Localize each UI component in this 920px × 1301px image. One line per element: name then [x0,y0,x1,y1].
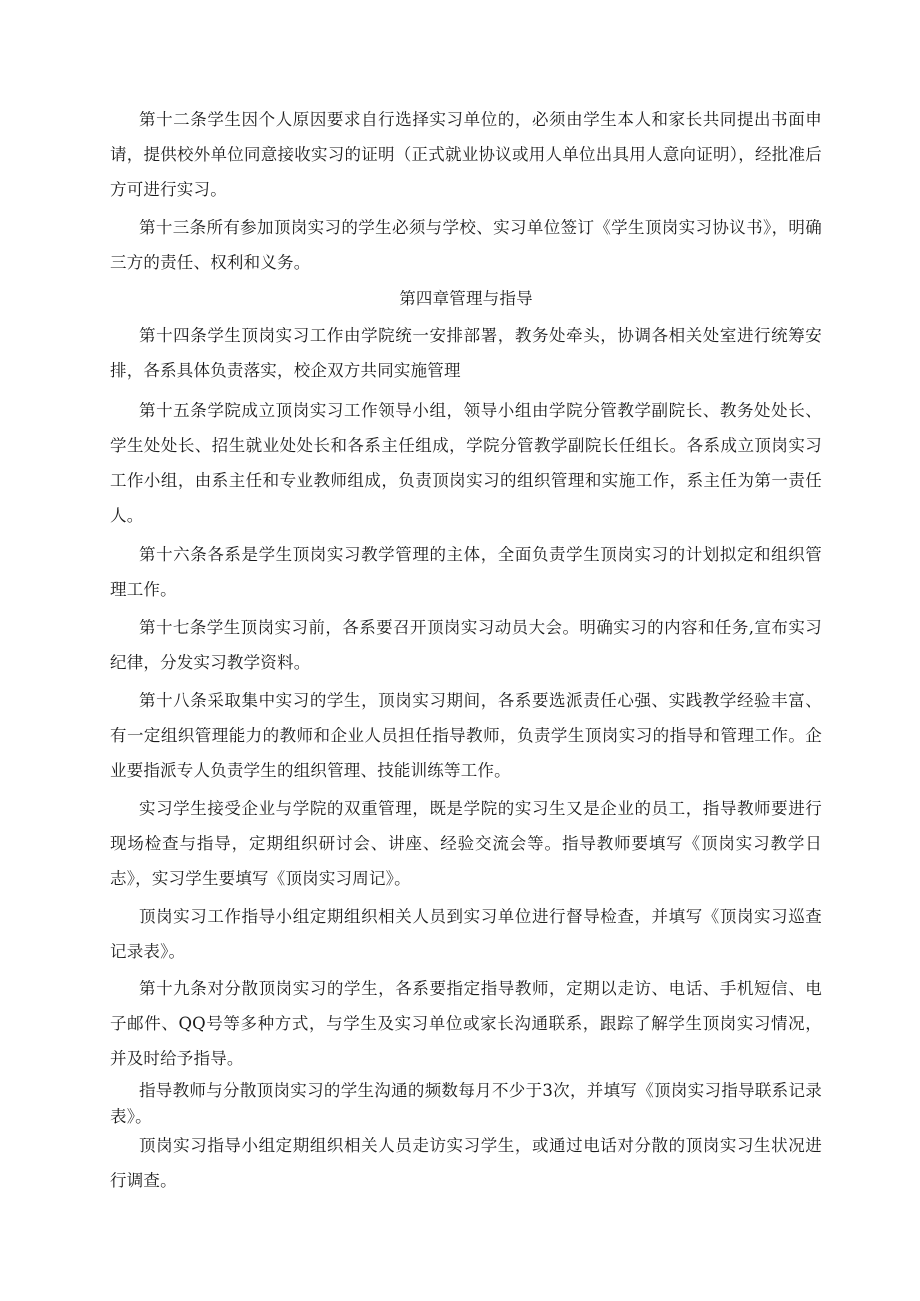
article-19-paragraph: 第十九条对分散顶岗实习的学生，各系要指定指导教师，定期以走访、电话、手机短信、电子邮件、QQ号等多种方式，与学生及实习单位或家长沟通联系，跟踪了解学生顶岗实习情况，并及时给予指导。 [110,979,822,1068]
article-18-paragraph: 第十八条采取集中实习的学生，顶岗实习期间，各系要选派责任心强、实践教学经验丰富、有一定组织管理能力的教师和企业人员担任指导教师，负责学生顶岗实习的指导和管理工作。企业要指派专人负责学生的组织管理、技能训练等工作。 [110,691,822,780]
article-14-paragraph: 第十四条学生顶岗实习工作由学院统一安排部署，教务处牵头，协调各相关处室进行统筹安排，各系具体负责落实，校企双方共同实施管理 [110,326,822,380]
inspection-paragraph: 顶岗实习工作指导小组定期组织相关人员到实习单位进行督导检查，并填写《顶岗实习巡查记录表》。 [110,907,822,961]
contact-frequency-paragraph: 指导教师与分散顶岗实习的学生沟通的频数每月不少于3次，并填写《顶岗实习指导联系记录表》。 [110,1081,822,1126]
article-13-paragraph: 第十三条所有参加顶岗实习的学生必须与学校、实习单位签订《学生顶岗实习协议书》，明确三方的责任、权利和义务。 [110,218,822,272]
article-12-paragraph: 第十二条学生因个人原因要求自行选择实习单位的，必须由学生本人和家长共同提出书面申请，提供校外单位同意接收实习的证明（正式就业协议或用人单位出具用人意向证明），经批准后方可进行实习。 [110,110,822,199]
article-17-paragraph: 第十七条学生顶岗实习前，各系要召开顶岗实习动员大会。明确实习的内容和任务,宣布实习纪律，分发实习教学资料。 [110,618,822,672]
dual-management-paragraph: 实习学生接受企业与学院的双重管理，既是学院的实习生又是企业的员工，指导教师要进行现场检查与指导，定期组织研讨会、讲座、经验交流会等。指导教师要填写《顶岗实习教学日志》，实习学生要填写《顶岗实习周记》。 [110,799,822,888]
chapter-4-heading: 第四章管理与指导 [399,289,533,308]
article-15-paragraph: 第十五条学院成立顶岗实习工作领导小组，领导小组由学院分管教学副院长、教务处处长、学生处处长、招生就业处处长和各系主任组成，学院分管教学副院长任组长。各系成立顶岗实习工作小组，由系主任和专业教师组成，负责顶岗实习的组织管理和实施工作，系主任为第一责任人。 [110,401,822,525]
article-16-paragraph: 第十六条各系是学生顶岗实习教学管理的主体，全面负责学生顶岗实习的计划拟定和组织管理工作。 [110,545,822,599]
survey-paragraph: 顶岗实习指导小组定期组织相关人员走访实习学生，或通过电话对分散的顶岗实习生状况进行调查。 [110,1136,822,1190]
